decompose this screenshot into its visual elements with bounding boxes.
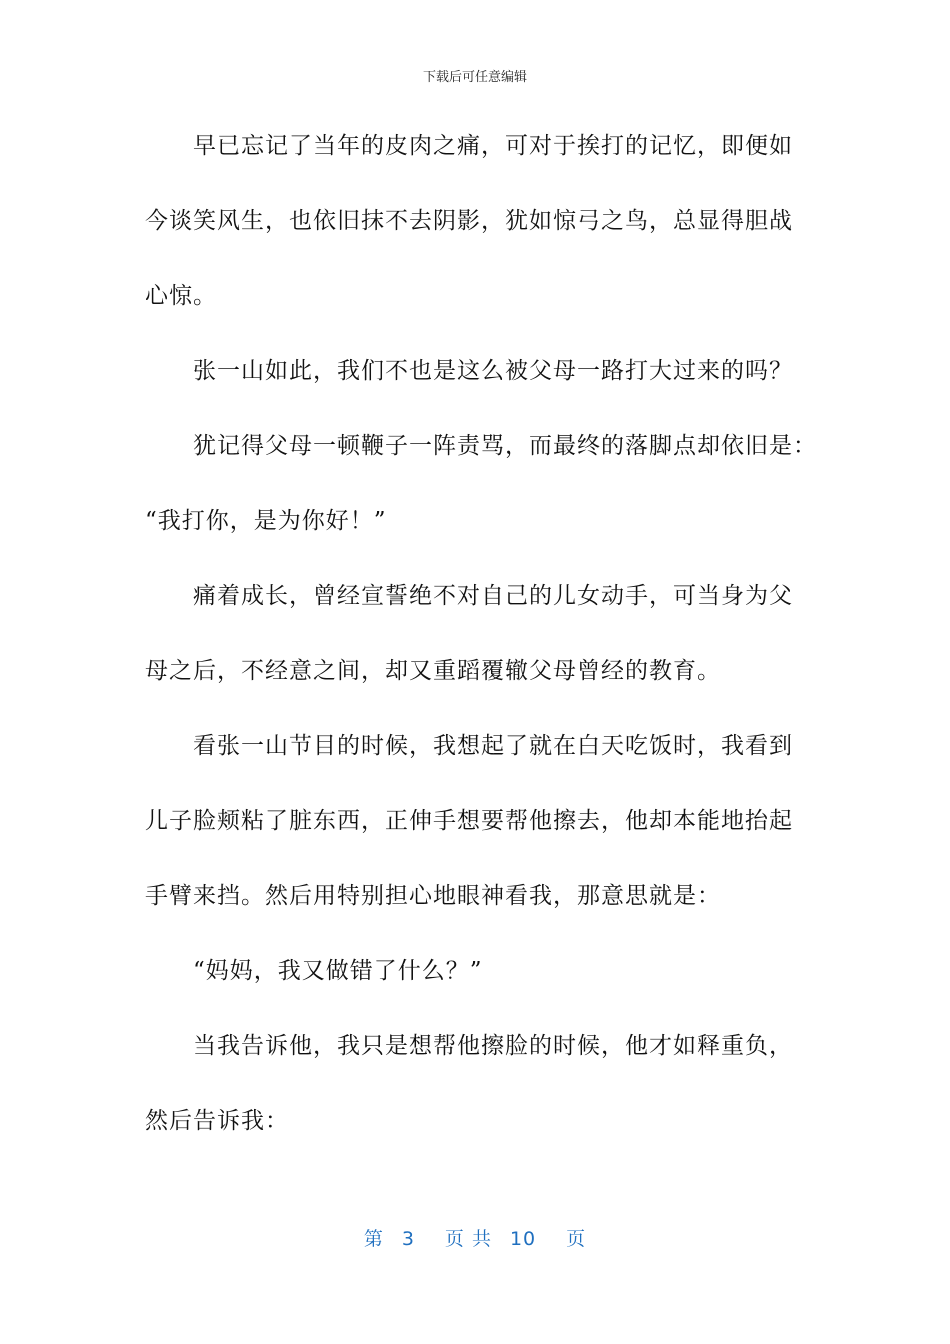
footer-middle: 页 共: [444, 1228, 492, 1250]
current-page-number: 3: [401, 1228, 415, 1250]
text-line: 痛着成长，曾经宣誓绝不对自己的儿女动手，可当身为父: [193, 583, 793, 609]
total-pages-number: 10: [509, 1228, 537, 1250]
text-line: 看张一山节目的时候，我想起了就在白天吃饭时，我看到: [193, 733, 793, 759]
text-line: 今谈笑风生，也依旧抹不去阴影，犹如惊弓之鸟，总显得胆战: [145, 208, 793, 234]
text-line: 犹记得父母一顿鞭子一阵责骂，而最终的落脚点却依旧是：: [193, 433, 817, 459]
document-body: [145, 118, 817, 1168]
text-line: “妈妈，我又做错了什么？”: [193, 958, 483, 984]
page-header: 下载后可任意编辑: [422, 70, 527, 85]
text-line: 早已忘记了当年的皮肉之痛，可对于挨打的记忆，即便如: [193, 133, 793, 159]
text-line: 母之后，不经意之间，却又重蹈覆辙父母曾经的教育。: [145, 658, 721, 684]
text-line: 张一山如此，我们不也是这么被父母一路打大过来的吗？: [193, 358, 793, 384]
text-line: 手臂来挡。然后用特别担心地眼神看我，那意思就是：: [145, 883, 721, 909]
footer-prefix: 第: [363, 1228, 384, 1250]
text-line: 儿子脸颊粘了脏东西，正伸手想要帮他擦去，他却本能地抬起: [145, 808, 793, 834]
text-line: 当我告诉他，我只是想帮他擦脸的时候，他才如释重负，: [193, 1033, 793, 1059]
text-line: “我打你，是为你好！”: [145, 508, 387, 534]
text-line: 然后告诉我：: [145, 1108, 289, 1134]
footer-suffix: 页: [566, 1228, 587, 1250]
page-number-footer: [0, 1224, 950, 1251]
text-line: 心惊。: [145, 283, 217, 309]
